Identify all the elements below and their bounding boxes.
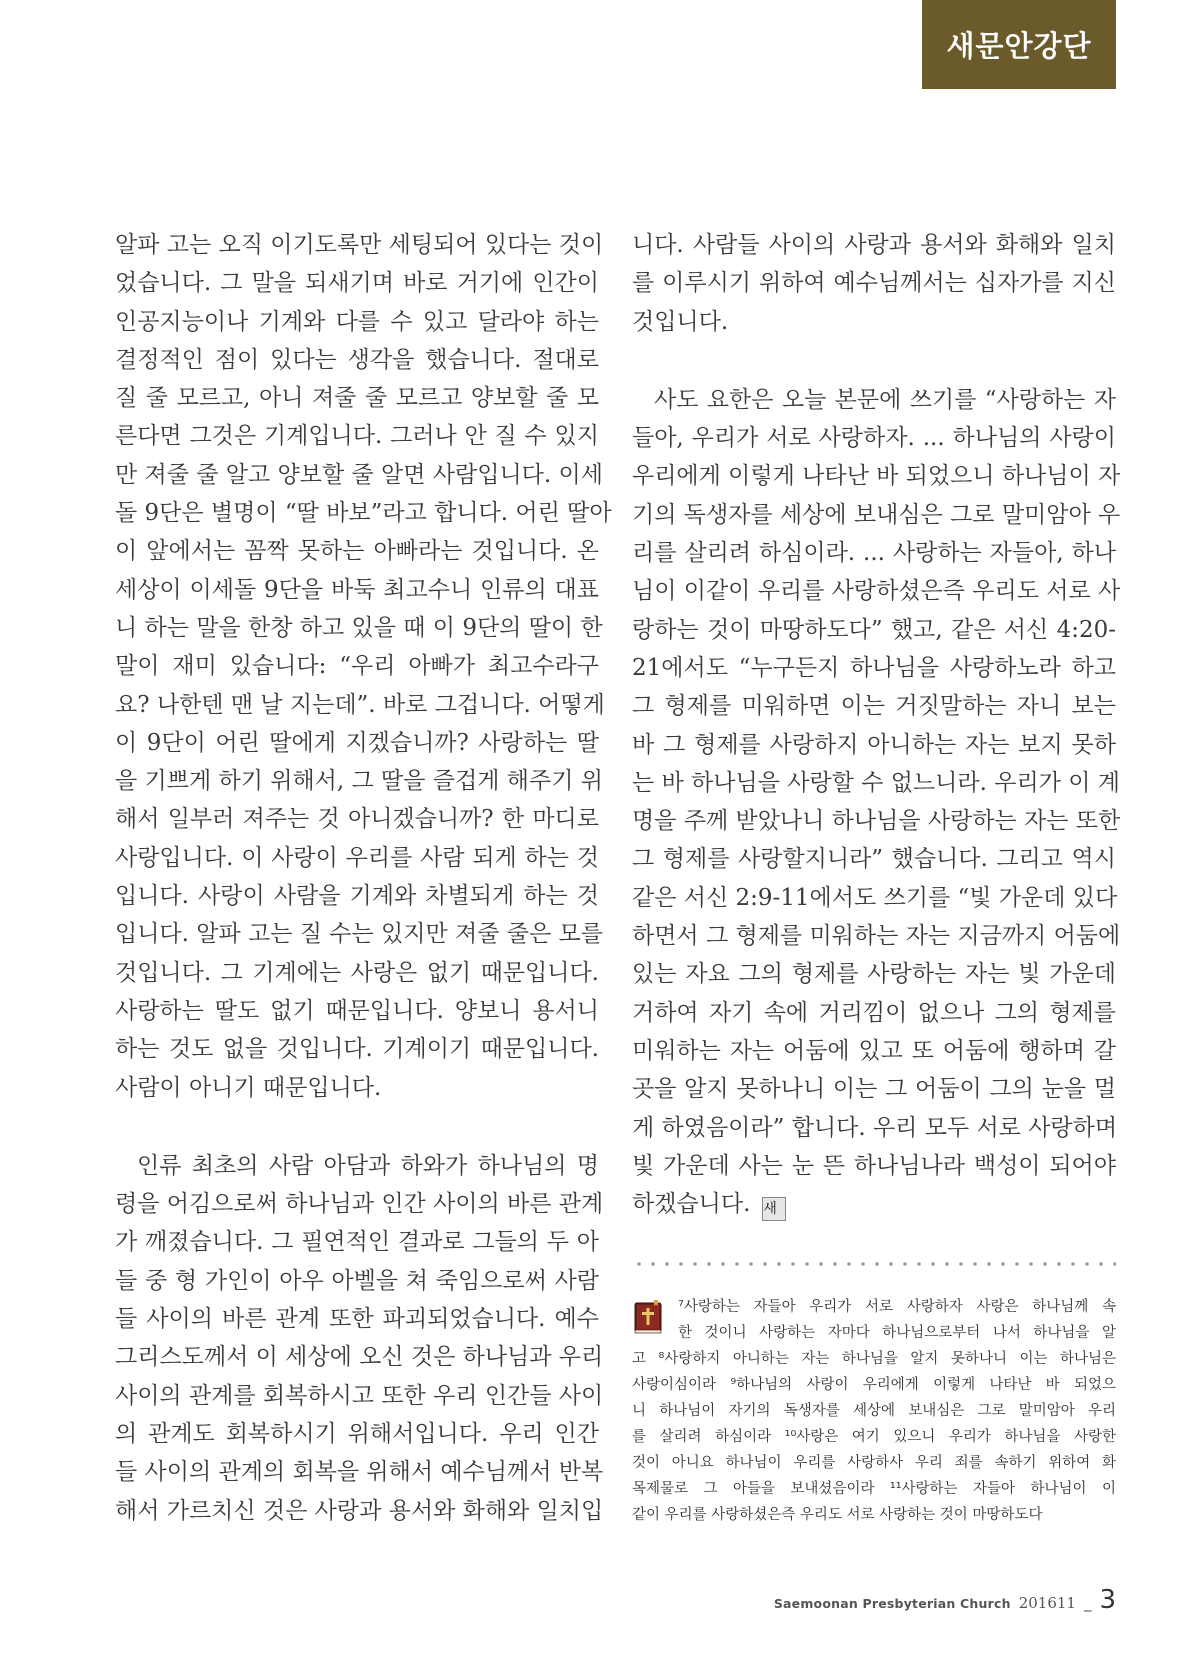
text-line: 이 앞에서는 꼼짝 못하는 아빠라는 것입니다. 온 (115, 538, 599, 565)
text-line: 결정적인 점이 있다는 생각을 했습니다. 절대로 (115, 346, 599, 373)
text-line: 세상이 이세돌 9단을 바둑 최고수니 인류의 대표 (115, 576, 599, 603)
text-line: 해서 일부러 져주는 것 아니겠습니까? 한 마디로 (115, 806, 599, 833)
text-line: 령을 어김으로써 하나님과 인간 사이의 바른 관계 (115, 1191, 604, 1218)
church-name: Saemoonan Presbyterian Church (773, 1596, 1011, 1611)
text-line: 것입니다. (632, 308, 729, 335)
text-line: 질 줄 모르고, 아니 져줄 줄 모르고 양보할 줄 모 (115, 385, 599, 412)
text-line: 들 중 형 가인이 아우 아벨을 쳐 죽임으로써 사람 (115, 1267, 599, 1294)
section-label: 새문안강단 (946, 29, 1092, 63)
dotted-divider (632, 1262, 1116, 1266)
text-line: 님이 이같이 우리를 사랑하셨은즉 우리도 서로 사 (632, 578, 1121, 605)
text-line: 바 그 형제를 사랑하지 아니하는 자는 보지 못하 (632, 731, 1116, 758)
scripture-line: 사랑이심이라 ⁹하나님의 사랑이 우리에게 이렇게 나타난 바 되었으 (632, 1377, 1116, 1393)
text-line: 입니다. 알파 고는 질 수는 있지만 져줄 줄은 모를 (115, 921, 603, 948)
left-paragraph-2 (115, 1147, 604, 1530)
issue-number: 201611 (1018, 1594, 1076, 1612)
page-number: 3 (1099, 1585, 1116, 1615)
text-line: 그 형제를 미워하면 이는 거짓말하는 자니 보는 (632, 693, 1116, 720)
scripture-line: 를 살리려 하심이라 ¹⁰사랑은 여기 있으니 우리가 하나님을 사랑한 (632, 1429, 1116, 1445)
end-mark-icon: 새 (762, 1197, 786, 1221)
text-line: 명을 주께 받았나니 하나님을 사랑하는 자는 또한 (632, 808, 1121, 835)
section-tab (922, 0, 1116, 89)
text-line: 사이의 관계를 회복하시고 또한 우리 인간들 사이 (115, 1382, 604, 1409)
text-line: 하는 것도 없을 것입니다. 기계이기 때문입니다. (115, 1036, 599, 1063)
text-line: 요? 나한텐 맨 날 지는데”. 바로 그겁니다. 어떻게 (115, 691, 605, 718)
scripture-line: ⁷사랑하는 자들아 우리가 서로 사랑하자 사랑은 하나님께 속 (678, 1299, 1116, 1315)
right-paragraph-1 (632, 226, 1116, 341)
text-line: 사랑입니다. 이 사랑이 우리를 사람 되게 하는 것 (115, 844, 599, 871)
text-line: 을 기쁘게 하기 위해서, 그 딸을 즐겁게 해주기 위 (115, 768, 603, 795)
text-line: 해서 가르치신 것은 사랑과 용서와 화해와 일치입 (115, 1497, 604, 1524)
text-line: 우리에게 이렇게 나타난 바 되었으니 하나님이 자 (632, 463, 1121, 490)
scripture-line: 한 것이니 사랑하는 자마다 하나님으로부터 나서 하나님을 알 (678, 1325, 1116, 1341)
text-line: 니다. 사람들 사이의 사랑과 용서와 화해와 일치 (632, 232, 1116, 258)
text-line: 입니다. 사랑이 사람을 기계와 차별되게 하는 것 (115, 883, 599, 910)
text-line: 하겠습니다. 새 (632, 1185, 1116, 1223)
text-line: 21에서도 “누구든지 하나님을 사랑하노라 하고 (632, 654, 1116, 681)
scripture-box (632, 1294, 1116, 1528)
scripture-line: 고 ⁸사랑하지 아니하는 자는 하나님을 알지 못하나니 이는 하나님은 (632, 1351, 1116, 1367)
scripture-line: 것이 아니요 하나님이 우리를 사랑하사 우리 죄를 속하기 위하여 화 (632, 1455, 1116, 1471)
text-line: 들 사이의 바른 관계 또한 파괴되었습니다. 예수 (115, 1306, 599, 1333)
left-column (115, 226, 612, 1530)
text-line: 인공지능이나 기계와 다를 수 있고 달라야 하는 (115, 308, 599, 335)
text-line: 들아, 우리가 서로 사랑하자. ... 하나님의 사랑이 (632, 425, 1116, 452)
text-line: 기의 독생자를 세상에 보내심은 그로 말미암아 우 (632, 501, 1121, 528)
text-line: 가 깨졌습니다. 그 필연적인 결과로 그들의 두 아 (115, 1229, 599, 1256)
text-line: 었습니다. 그 말을 되새기며 바로 거기에 인간이 (115, 270, 599, 297)
text-line: 그 형제를 사랑할지니라” 했습니다. 그리고 역시 (632, 846, 1116, 873)
text-line: 같은 서신 2:9-11에서도 쓰기를 “빛 가운데 있다 (632, 884, 1118, 911)
text-line: 있는 자요 그의 형제를 사랑하는 자는 빛 가운데 (632, 961, 1116, 988)
right-paragraph-2 (632, 381, 1121, 1224)
scripture-line: 같이 우리를 사랑하셨은즉 우리도 서로 사랑하는 것이 마땅하도다 (632, 1507, 1043, 1523)
text-line: 알파 고는 오직 이기도록만 세팅되어 있다는 것이 (115, 232, 604, 258)
scripture-line: 목제물로 그 아들을 보내셨음이라 ¹¹사랑하는 자들아 하나님이 이 (632, 1481, 1116, 1497)
text-line: 곳을 알지 못하나니 이는 그 어둠이 그의 눈을 멀 (632, 1076, 1116, 1103)
text-line: 사도 요한은 오늘 본문에 쓰기를 “사랑하는 자 (654, 386, 1116, 413)
text-line: 돌 9단은 별명이 “딸 바보”라고 합니다. 어린 딸아 (115, 500, 612, 527)
text-line: 빛 가운데 사는 눈 뜬 하나님나라 백성이 되어야 (632, 1152, 1116, 1179)
text-line: 사람이 아니기 때문입니다. (115, 1074, 382, 1101)
text-line: 니 하는 말을 한창 하고 있을 때 이 9단의 딸이 한 (115, 614, 603, 641)
text-line: 들 사이의 관계의 회복을 위해서 예수님께서 반복 (115, 1459, 604, 1486)
left-paragraph-1 (115, 226, 612, 1107)
text-line: 만 져줄 줄 알고 양보할 줄 알면 사람입니다. 이세 (115, 461, 603, 488)
text-line: 랑하는 것이 마땅하도다” 했고, 같은 서신 4:20- (632, 616, 1116, 643)
text-line: 하면서 그 형제를 미워하는 자는 지금까지 어둠에 (632, 923, 1121, 950)
text-line: 게 하였음이라” 합니다. 우리 모두 서로 사랑하며 (632, 1114, 1118, 1141)
text-line: 는 바 하나님을 사랑할 수 없느니라. 우리가 이 계 (632, 769, 1120, 796)
text-line: 를 이루시기 위하여 예수님께서는 십자가를 지신 (632, 270, 1116, 297)
right-column (632, 226, 1121, 1223)
text-line: 이 9단이 어린 딸에게 지겠습니까? 사랑하는 딸 (115, 729, 599, 756)
text-line: 것입니다. 그 기계에는 사랑은 없기 때문입니다. (115, 959, 599, 986)
text-line: 리를 살리려 하심이라. ... 사랑하는 자들아, 하나 (632, 540, 1116, 567)
page-footer (774, 1585, 1116, 1615)
text-line: 인류 최초의 사람 아담과 하와가 하나님의 명 (137, 1152, 599, 1179)
text-line: 의 관계도 회복하시기 위해서입니다. 우리 인간 (115, 1420, 599, 1447)
text-line: 거하여 자기 속에 거리낌이 없으나 그의 형제를 (632, 999, 1116, 1026)
text-line: 른다면 그것은 기계입니다. 그러나 안 질 수 있지 (115, 423, 599, 450)
text-line: 말이 재미 있습니다: “우리 아빠가 최고수라구 (115, 653, 599, 680)
text-line: 그리스도께서 이 세상에 오신 것은 하나님과 우리 (115, 1344, 604, 1371)
footer-separator: _ (1083, 1594, 1092, 1612)
text-line: 사랑하는 딸도 없기 때문입니다. 양보니 용서니 (115, 997, 599, 1024)
scripture-line: 니 하나님이 자기의 독생자를 세상에 보내심은 그로 말미암아 우리 (632, 1403, 1116, 1419)
text-line: 미워하는 자는 어둠에 있고 또 어둠에 행하며 갈 (632, 1037, 1116, 1064)
